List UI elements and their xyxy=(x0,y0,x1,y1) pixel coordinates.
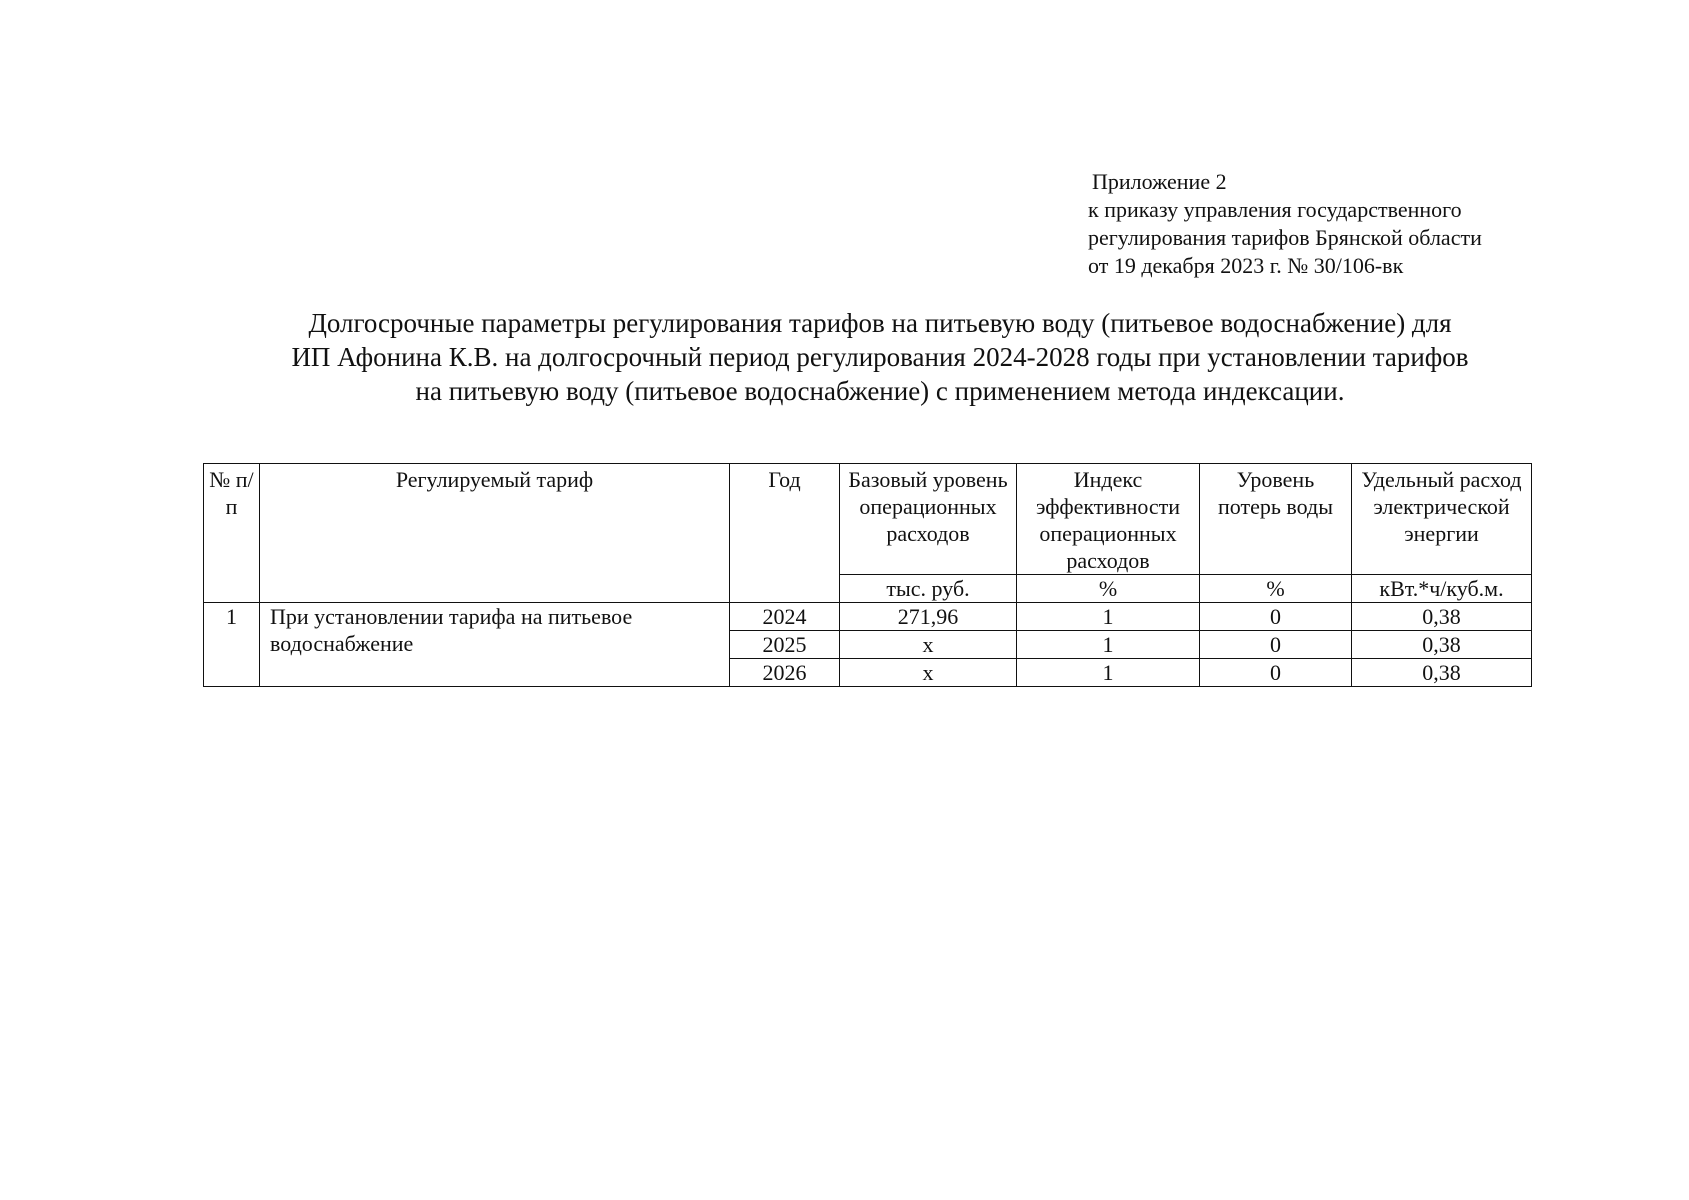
header-year: Год xyxy=(730,464,840,603)
table-row xyxy=(204,603,1532,631)
appendix-order-line: к приказу управления государственного xyxy=(1088,197,1462,222)
document-title xyxy=(200,306,1560,408)
cell-year: 2026 xyxy=(730,659,840,687)
header-num: № п/п xyxy=(204,464,260,603)
cell-energy: 0,38 xyxy=(1352,631,1532,659)
title-line-2: ИП Афонина К.В. на долгосрочный период регулирования 2024-2028 годы при установлении тарифов xyxy=(291,342,1469,372)
header-base-level: Базовый уровень операционных расходов xyxy=(840,464,1017,575)
cell-year: 2024 xyxy=(730,603,840,631)
row-num: 1 xyxy=(204,603,260,687)
header-efficiency: Индекс эффективности операционных расходов xyxy=(1017,464,1200,575)
cell-losses: 0 xyxy=(1200,631,1352,659)
cell-base-level: х xyxy=(840,659,1017,687)
cell-losses: 0 xyxy=(1200,603,1352,631)
cell-losses: 0 xyxy=(1200,659,1352,687)
header-tariff: Регулируемый тариф xyxy=(260,464,730,603)
cell-efficiency: 1 xyxy=(1017,631,1200,659)
unit-efficiency: % xyxy=(1017,575,1200,603)
cell-efficiency: 1 xyxy=(1017,659,1200,687)
title-line-1: Долгосрочные параметры регулирования тарифов на питьевую воду (питьевое водоснабжение) для xyxy=(308,308,1452,338)
unit-base-level: тыс. руб. xyxy=(840,575,1017,603)
header-energy: Удельный расход электрической энергии xyxy=(1352,464,1532,575)
row-tariff-name: При установлении тарифа на питьевое водоснабжение xyxy=(260,603,730,687)
cell-efficiency: 1 xyxy=(1017,603,1200,631)
header-losses: Уровень потерь воды xyxy=(1200,464,1352,575)
cell-year: 2025 xyxy=(730,631,840,659)
table-header-row xyxy=(204,464,1532,575)
cell-base-level: 271,96 xyxy=(840,603,1017,631)
parameters-table xyxy=(203,463,1532,687)
appendix-title: Приложение 2 xyxy=(1092,169,1227,194)
unit-losses: % xyxy=(1200,575,1352,603)
appendix-authority-line: регулирования тарифов Брянской области xyxy=(1088,225,1482,250)
cell-energy: 0,38 xyxy=(1352,659,1532,687)
unit-energy: кВт.*ч/куб.м. xyxy=(1352,575,1532,603)
cell-base-level: х xyxy=(840,631,1017,659)
appendix-block xyxy=(1088,168,1648,280)
title-line-3: на питьевую воду (питьевое водоснабжение) с применением метода индексации. xyxy=(415,376,1345,406)
appendix-date-line: от 19 декабря 2023 г. № 30/106-вк xyxy=(1088,253,1404,278)
cell-energy: 0,38 xyxy=(1352,603,1532,631)
